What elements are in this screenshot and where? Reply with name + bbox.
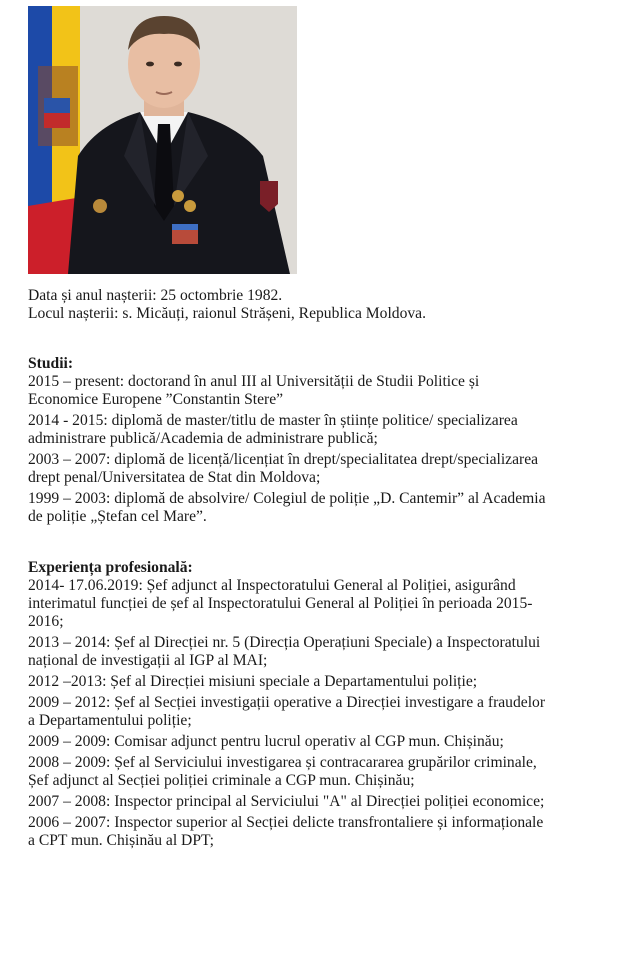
entry-line: a Departamentului poliție; [28,712,192,729]
experience-entry [28,793,612,811]
birth-place: Locul nașterii: s. Micăuți, raionul Strășeni, Republica Moldova. [28,305,426,322]
experience-entry [28,577,612,631]
entry-line: administrare publică/Academia de administrare publică; [28,430,378,447]
entry-line: 2013 – 2014: Șef al Direcției nr. 5 (Direcția Operațiuni Speciale) a Inspectoratului [28,634,541,651]
entry-line: drept penal/Universitatea de Stat din Moldova; [28,469,321,486]
studies-section [28,355,612,526]
entry-line: 2014- 17.06.2019: Șef adjunct al Inspectoratului General al Poliției, asigurând [28,577,516,594]
entry-line: 1999 – 2003: diplomă de absolvire/ Colegiul de poliție „D. Cantemir” al Academia [28,490,546,507]
entry-line: de poliție „Ștefan cel Mare”. [28,508,207,525]
entry-line: 2008 – 2009: Șef al Serviciului investigarea și contracararea grupărilor criminale, [28,754,537,771]
studies-heading: Studii: [28,355,74,372]
experience-section [28,559,612,850]
studies-entry [28,490,612,526]
entry-line: 2016; [28,613,64,630]
experience-entry [28,754,612,790]
portrait-photo [28,6,297,274]
entry-line: 2012 –2013: Șef al Direcției misiuni speciale a Departamentului poliție; [28,673,478,690]
entry-line: interimatul funcției de șef al Inspectoratului General al Poliției în perioada 2015- [28,595,533,612]
entry-line: Economice Europene ”Constantin Stere” [28,391,284,408]
entry-line: 2009 – 2009: Comisar adjunct pentru lucrul operativ al CGP mun. Chișinău; [28,733,504,750]
entry-line: 2014 - 2015: diplomă de master/titlu de master în științe politice/ specializarea [28,412,518,429]
entry-line: 2009 – 2012: Șef al Secției investigații operative a Direcției investigare a fraudelor [28,694,546,711]
experience-entry [28,673,612,691]
cv-content [28,287,612,850]
entry-line: 2007 – 2008: Inspector principal al Serviciului "A" al Direcției poliției economice; [28,793,545,810]
entry-line: național de investigații al IGP al MAI; [28,652,268,669]
entry-line: 2015 – present: doctorand în anul III al Universității de Studii Politice și [28,373,480,390]
entry-line: 2003 – 2007: diplomă de licență/licențiat în drept/specialitatea drept/specializarea [28,451,539,468]
experience-entry [28,733,612,751]
experience-entry [28,814,612,850]
experience-heading: Experiența profesională: [28,559,193,576]
studies-entry [28,451,612,487]
experience-entry [28,694,612,730]
studies-entry [28,412,612,448]
entry-line: a CPT mun. Chișinău al DPT; [28,832,214,849]
studies-entry [28,373,612,409]
entry-line: Șef adjunct al Secției poliției criminale a CGP mun. Chișinău; [28,772,415,789]
portrait-illustration [28,6,297,274]
birth-date: Data și anul nașterii: 25 octombrie 1982. [28,287,283,304]
experience-entry [28,634,612,670]
entry-line: 2006 – 2007: Inspector superior al Secției delicte transfrontaliere și informaționale [28,814,544,831]
